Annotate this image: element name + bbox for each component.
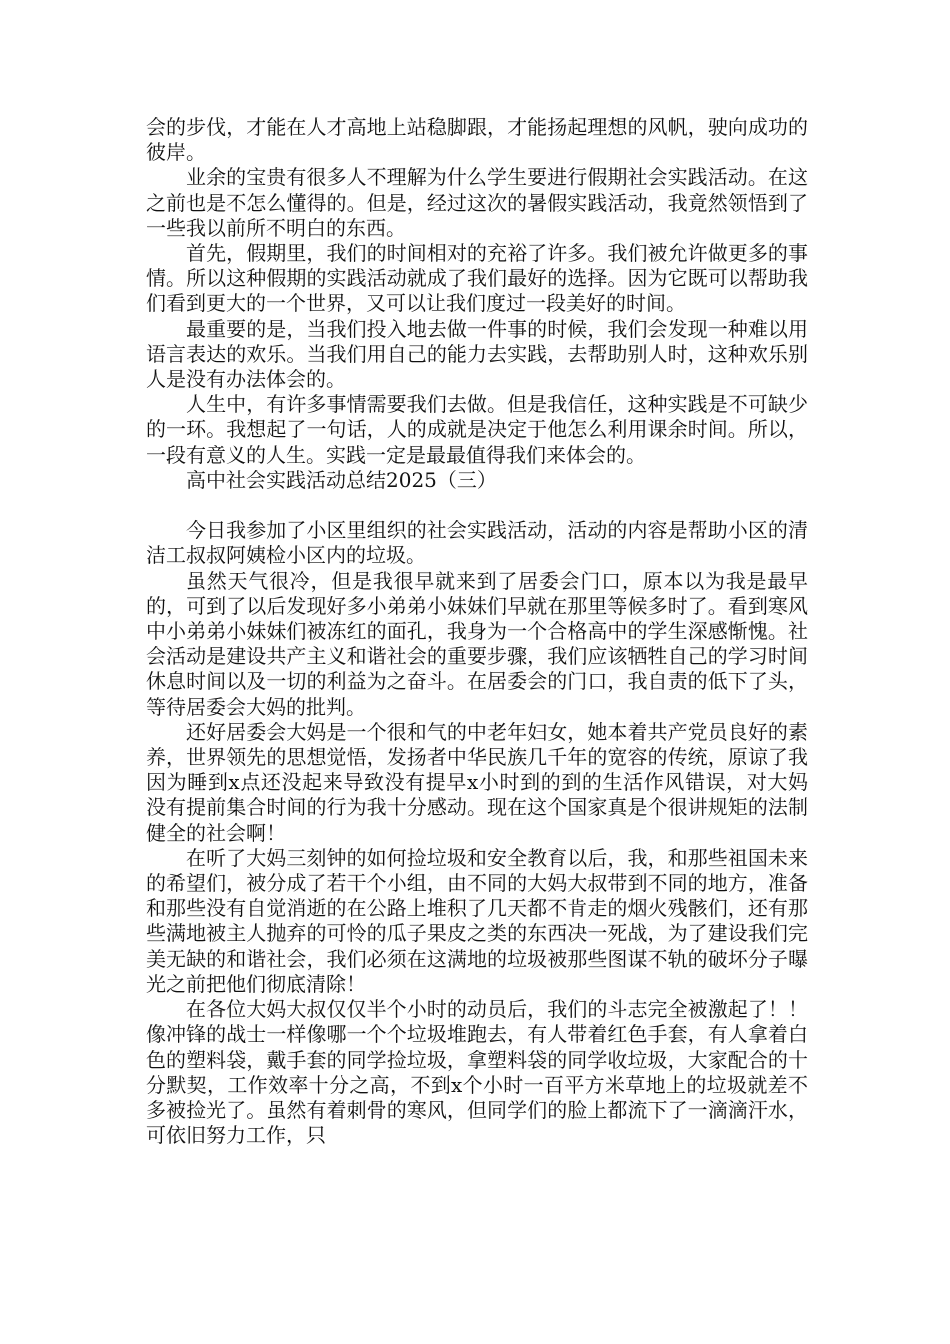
document-body	[146, 115, 808, 1148]
section-heading: 高中社会实践活动总结2025（三）	[186, 467, 497, 492]
paragraph-5: 人生中，有许多事情需要我们去做。但是我信任，这种实践是不可缺少的一环。我想起了一句话，人的成就是决定于他怎么利用课余时间。所以，一段有意义的人生。实践一定是最最值得我们来体会的。	[146, 392, 808, 467]
paragraph-1: 会的步伐，才能在人才高地上站稳脚跟，才能扬起理想的风帆，驶向成功的彼岸。	[146, 115, 808, 165]
paragraph-9: 在听了大妈三刻钟的如何捡垃圾和安全教育以后，我，和那些祖国未来的希望们，被分成了若干个小组，由不同的大妈大叔带到不同的地方，准备和那些没有自觉消逝的在公路上堆积了几天都不肯走的烟火残骸们，还有那些满地被主人抛弃的可怜的瓜子果皮之类的东西决一死战，为了建设我们完美无缺的和谐社会，我们必须在这满地的垃圾被那些图谋不轨的破坏分子曝光之前把他们彻底清除！	[146, 845, 808, 996]
paragraph-8: 还好居委会大妈是一个很和气的中老年妇女，她本着共产党员良好的素养，世界领先的思想觉悟，发扬者中华民族几千年的宽容的传统，原谅了我因为睡到x点还没起来导致没有提早x小时到的到的生活作风错误，对大妈没有提前集合时间的行为我十分感动。现在这个国家真是个很讲规矩的法制健全的社会啊！	[146, 719, 808, 845]
paragraph-3: 首先，假期里，我们的时间相对的充裕了许多。我们被允许做更多的事情。所以这种假期的实践活动就成了我们最好的选择。因为它既可以帮助我们看到更大的一个世界，又可以让我们度过一段美好的时间。	[146, 241, 808, 316]
blank-line	[146, 493, 808, 518]
paragraph-2: 业余的宝贵有很多人不理解为什么学生要进行假期社会实践活动。在这之前也是不怎么懂得的。但是，经过这次的暑假实践活动，我竟然领悟到了一些我以前所不明白的东西。	[146, 165, 808, 240]
paragraph-10: 在各位大妈大叔仅仅半个小时的动员后，我们的斗志完全被激起了！！像冲锋的战士一样像哪一个个垃圾堆跑去，有人带着红色手套，有人拿着白色的塑料袋，戴手套的同学捡垃圾，拿塑料袋的同学收垃圾，大家配合的十分默契，工作效率十分之高，不到x个小时一百平方米草地上的垃圾就差不多被捡光了。虽然有着刺骨的寒风，但同学们的脸上都流下了一滴滴汗水，可依旧努力工作，只	[146, 997, 808, 1148]
paragraph-7: 虽然天气很冷，但是我很早就来到了居委会门口，原本以为我是最早的，可到了以后发现好多小弟弟小妹妹们早就在那里等候多时了。看到寒风中小弟弟小妹妹们被冻红的面孔，我身为一个合格高中的学生深感惭愧。社会活动是建设共产主义和谐社会的重要步骤，我们应该牺牲自己的学习时间休息时间以及一切的利益为之奋斗。在居委会的门口，我自责的低下了头，等待居委会大妈的批判。	[146, 568, 808, 719]
paragraph-4: 最重要的是，当我们投入地去做一件事的时候，我们会发现一种难以用语言表达的欢乐。当我们用自己的能力去实践，去帮助别人时，这种欢乐别人是没有办法体会的。	[146, 316, 808, 392]
paragraph-6: 今日我参加了小区里组织的社会实践活动，活动的内容是帮助小区的清洁工叔叔阿姨检小区内的垃圾。	[146, 518, 808, 568]
